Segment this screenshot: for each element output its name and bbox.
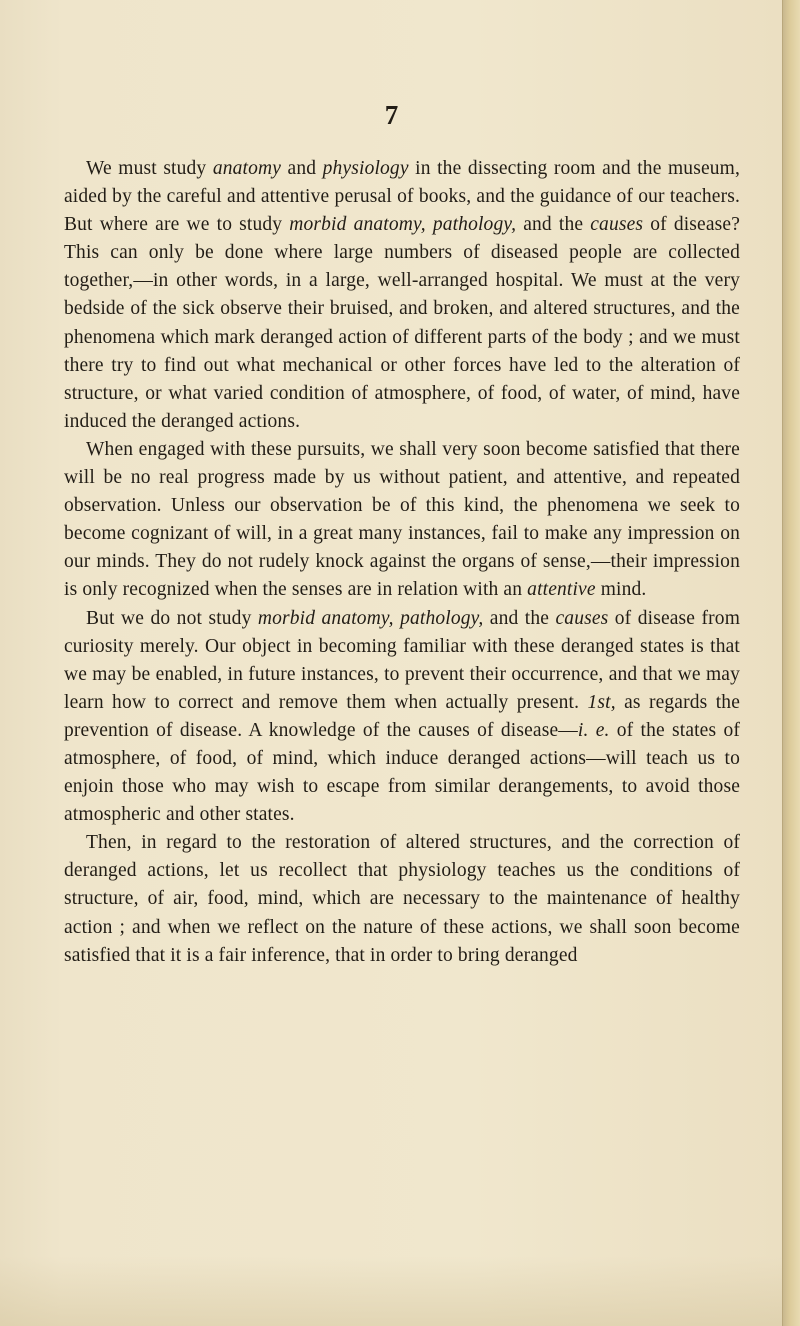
paragraph: [64, 155, 740, 436]
paragraph: [64, 829, 740, 969]
page-bottom-shadow: [0, 1256, 783, 1326]
page-edge: [782, 0, 800, 1326]
body-text: [64, 155, 740, 970]
text-run: in the dissecting room and the museum, aided by the careful and attentive perusal of books, and the guidance of our teachers. But where are we to study: [64, 158, 740, 236]
italic-text: morbid anatomy, pathology,: [289, 214, 517, 236]
text-run: and the: [516, 214, 591, 236]
text-run: of disease from curiosity merely. Our object in becoming familiar with these deranged states is that we may be enabled, in future instances, to prevent their occurrence, and that we may learn how to correct and remove them when actually present.: [64, 607, 741, 713]
italic-text: anatomy: [212, 158, 282, 179]
text-run: as regards the prevention of disease. A knowledge of the causes of disease—: [64, 691, 741, 741]
italic-text: i. e.: [577, 719, 610, 741]
italic-text: physiology: [322, 158, 409, 179]
text-run: and the: [483, 607, 556, 629]
italic-text: 1st,: [587, 691, 616, 713]
text-run: and: [281, 158, 323, 179]
italic-text: morbid anatomy, pathology,: [257, 607, 484, 629]
page-number: 7: [384, 100, 399, 130]
paragraph: [64, 605, 740, 830]
italic-text: attentive: [527, 579, 596, 601]
text-run: of disease? This can only be done where large numbers of diseased people are collected together,—in other words, in a large, well-arranged hospital. We must at the very bedside of the sick observe their bruised, and broken, and altered structures, and the phenomena which mark deranged action of different parts of the body ; and we must there try to find out what mechanical or other forces have led to the alteration of structure, or what varied condition of atmosphere, of food, of water, of mind, have induced the deranged actions.: [64, 214, 740, 432]
paragraph: [64, 436, 740, 605]
text-run: But we do not study: [86, 607, 258, 629]
italic-text: causes: [555, 607, 609, 629]
text-run: of the states of atmosphere, of food, of mind, which induce deranged actions—will teach us to enjoin those who may wish to escape from similar derangements, to avoid those atmospheric and other states.: [64, 719, 740, 826]
text-run: We must study: [86, 158, 213, 179]
text-run: mind.: [595, 579, 647, 601]
text-run: Then, in regard to the restoration of altered structures, and the correction of deranged actions, let us recollect that physiology teaches us the conditions of structure, of air, food, mind, which are necessary to the maintenance of healthy action ; and when we reflect on the nature of these actions, we shall soon become satisfied that it is a fair inference, that in order to bring deranged: [64, 832, 740, 966]
italic-text: causes: [590, 214, 644, 236]
text-run: When engaged with these pursuits, we shall very soon become satisfied that there will be no real progress made by us without patient, and attentive, and repeated observation. Unless our observation be of this kind, the phenomena we seek to become cognizant of will, in a great many instances, fail to make any impression on our minds. They do not rudely knock against the organs of sense,—their impression is only recognized when the senses are in relation with an: [64, 438, 740, 601]
